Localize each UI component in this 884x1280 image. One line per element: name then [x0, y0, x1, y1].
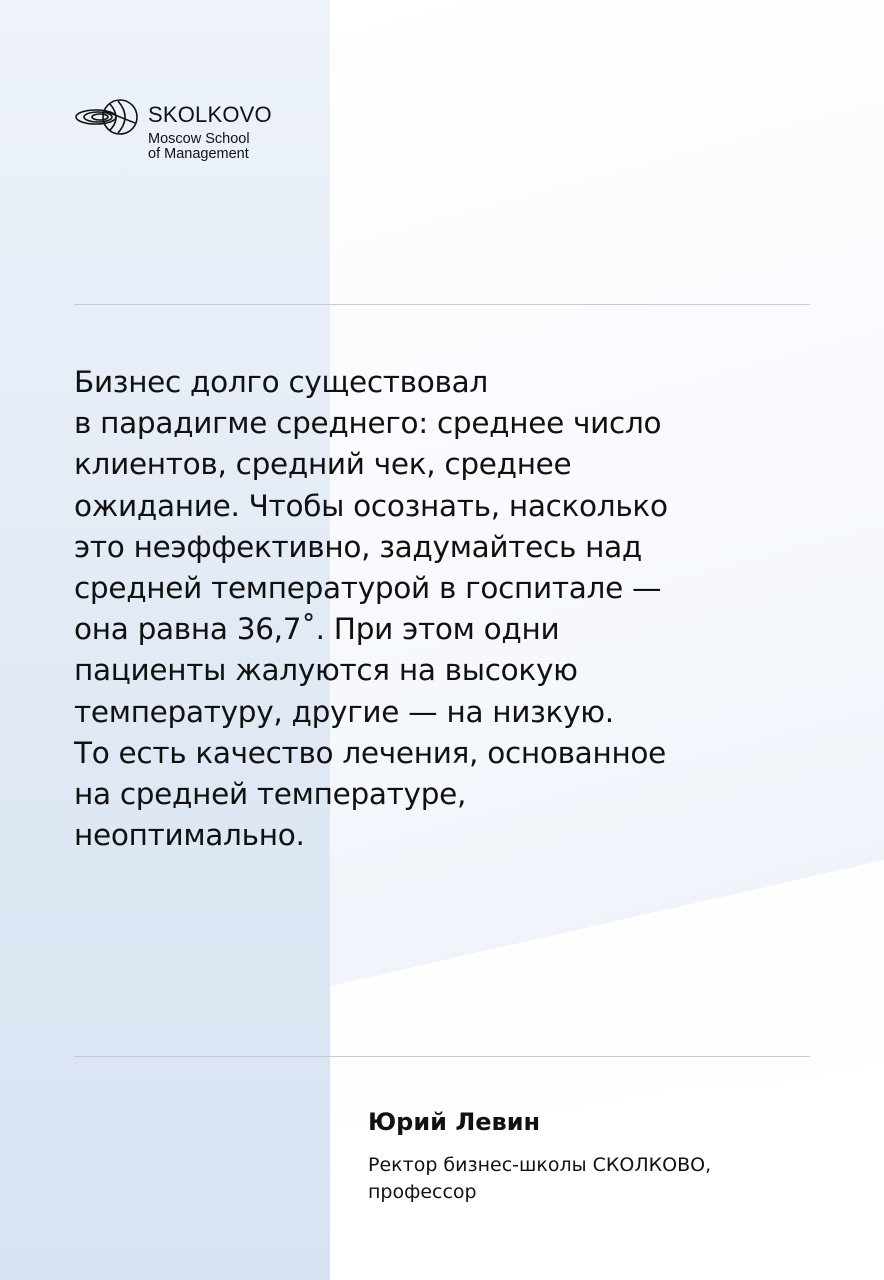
quote-line: неоптимально. — [74, 818, 305, 853]
author-block — [368, 1106, 808, 1206]
author-role-line2: профессор — [368, 1181, 477, 1203]
author-name: Юрий Левин — [368, 1108, 541, 1136]
divider-top — [74, 304, 810, 305]
logo-subtitle-line1: Moscow School — [148, 131, 250, 147]
logo-name: SKOLKOVO — [148, 102, 272, 127]
divider-bottom — [74, 1056, 810, 1057]
logo-subtitle-line2: of Management — [148, 146, 249, 162]
quote-line: То есть качество лечения, основанное — [74, 735, 667, 770]
quote-line: средней температурой в госпитале — — [74, 571, 662, 606]
quote-text — [74, 362, 810, 856]
quote-line: в парадигме среднего: среднее число — [74, 406, 662, 441]
quote-line: температуру, другие — на низкую. — [74, 694, 614, 729]
quote-line: это неэффективно, задумайтесь над — [74, 529, 642, 564]
skolkovo-logo — [74, 96, 334, 176]
quote-line: клиентов, средний чек, среднее — [74, 447, 572, 482]
quote-line: она равна 36,7˚. При этом одни — [74, 612, 560, 647]
quote-line: Бизнес долго существовал — [74, 365, 488, 399]
quote-line: ожидание. Чтобы осознать, насколько — [74, 488, 668, 523]
author-role — [368, 1152, 808, 1206]
logo-subtitle — [148, 132, 250, 162]
orbit-globe-icon — [74, 96, 140, 138]
quote-line: пациенты жалуются на высокую — [74, 653, 578, 688]
author-role-line1: Ректор бизнес-школы СКОЛКОВО, — [368, 1154, 712, 1176]
quote-line: на средней температуре, — [74, 777, 467, 812]
